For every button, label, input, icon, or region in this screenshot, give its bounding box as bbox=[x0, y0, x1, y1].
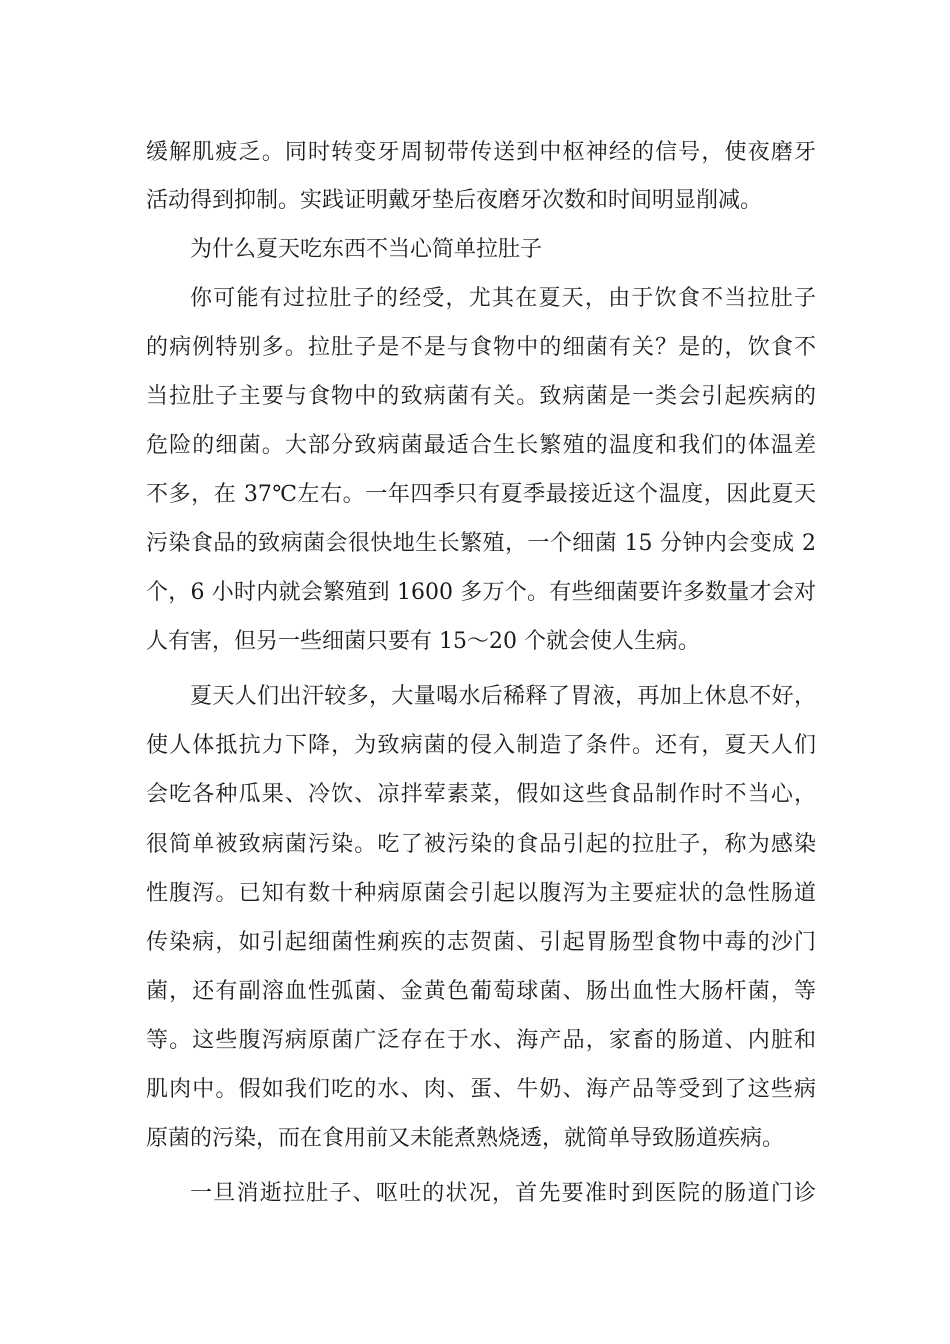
paragraph-line: 当拉肚子主要与食物中的致病菌有关。致病菌是一类会引起疾病的 bbox=[146, 384, 816, 409]
paragraph-line: 很简单被致病菌污染。吃了被污染的食品引起的拉肚子，称为感染 bbox=[146, 832, 816, 857]
paragraph-line: 夏天人们出汗较多，大量喝水后稀释了胃液，再加上休息不好， bbox=[190, 684, 816, 709]
paragraph-line: 一旦消逝拉肚子、呕吐的状况，首先要准时到医院的肠道门诊 bbox=[190, 1181, 816, 1206]
paragraph-line: 污染食品的致病菌会很快地生长繁殖，一个细菌 15 分钟内会变成 2 bbox=[146, 531, 816, 556]
paragraph-line: 原菌的污染，而在食用前又未能煮熟烧透，就简单导致肠道疾病。 bbox=[146, 1126, 785, 1151]
paragraph-line: 等。这些腹泻病原菌广泛存在于水、海产品，家畜的肠道、内脏和 bbox=[146, 1028, 816, 1053]
paragraph-line: 活动得到抑制。实践证明戴牙垫后夜磨牙次数和时间明显削减。 bbox=[146, 188, 763, 213]
paragraph-line: 缓解肌疲乏。同时转变牙周韧带传送到中枢神经的信号，使夜磨牙 bbox=[146, 140, 816, 165]
paragraph-line: 使人体抵抗力下降，为致病菌的侵入制造了条件。还有，夏天人们 bbox=[146, 733, 816, 758]
paragraph-line: 肌肉中。假如我们吃的水、肉、蛋、牛奶、海产品等受到了这些病 bbox=[146, 1077, 816, 1102]
paragraph-line: 个，6 小时内就会繁殖到 1600 多万个。有些细菌要许多数量才会对 bbox=[146, 580, 816, 605]
paragraph-line: 人有害，但另一些细菌只要有 15～20 个就会使人生病。 bbox=[146, 629, 700, 654]
paragraph-line: 不多，在 37℃左右。一年四季只有夏季最接近这个温度，因此夏天 bbox=[146, 482, 816, 507]
paragraph-line: 危险的细菌。大部分致病菌最适合生长繁殖的温度和我们的体温差 bbox=[146, 433, 816, 458]
section-heading: 为什么夏天吃东西不当心简单拉肚子 bbox=[190, 237, 543, 262]
paragraph-line: 的病例特别多。拉肚子是不是与食物中的细菌有关？是的，饮食不 bbox=[146, 335, 816, 360]
paragraph-line: 传染病，如引起细菌性痢疾的志贺菌、引起胃肠型食物中毒的沙门 bbox=[146, 930, 816, 955]
paragraph-line: 菌，还有副溶血性弧菌、金黄色葡萄球菌、肠出血性大肠杆菌，等 bbox=[146, 979, 816, 1004]
paragraph-line: 性腹泻。已知有数十种病原菌会引起以腹泻为主要症状的急性肠道 bbox=[146, 881, 816, 906]
paragraph-line: 你可能有过拉肚子的经受，尤其在夏天，由于饮食不当拉肚子 bbox=[190, 286, 816, 311]
paragraph-line: 会吃各种瓜果、冷饮、凉拌荤素菜，假如这些食品制作时不当心， bbox=[146, 782, 816, 807]
